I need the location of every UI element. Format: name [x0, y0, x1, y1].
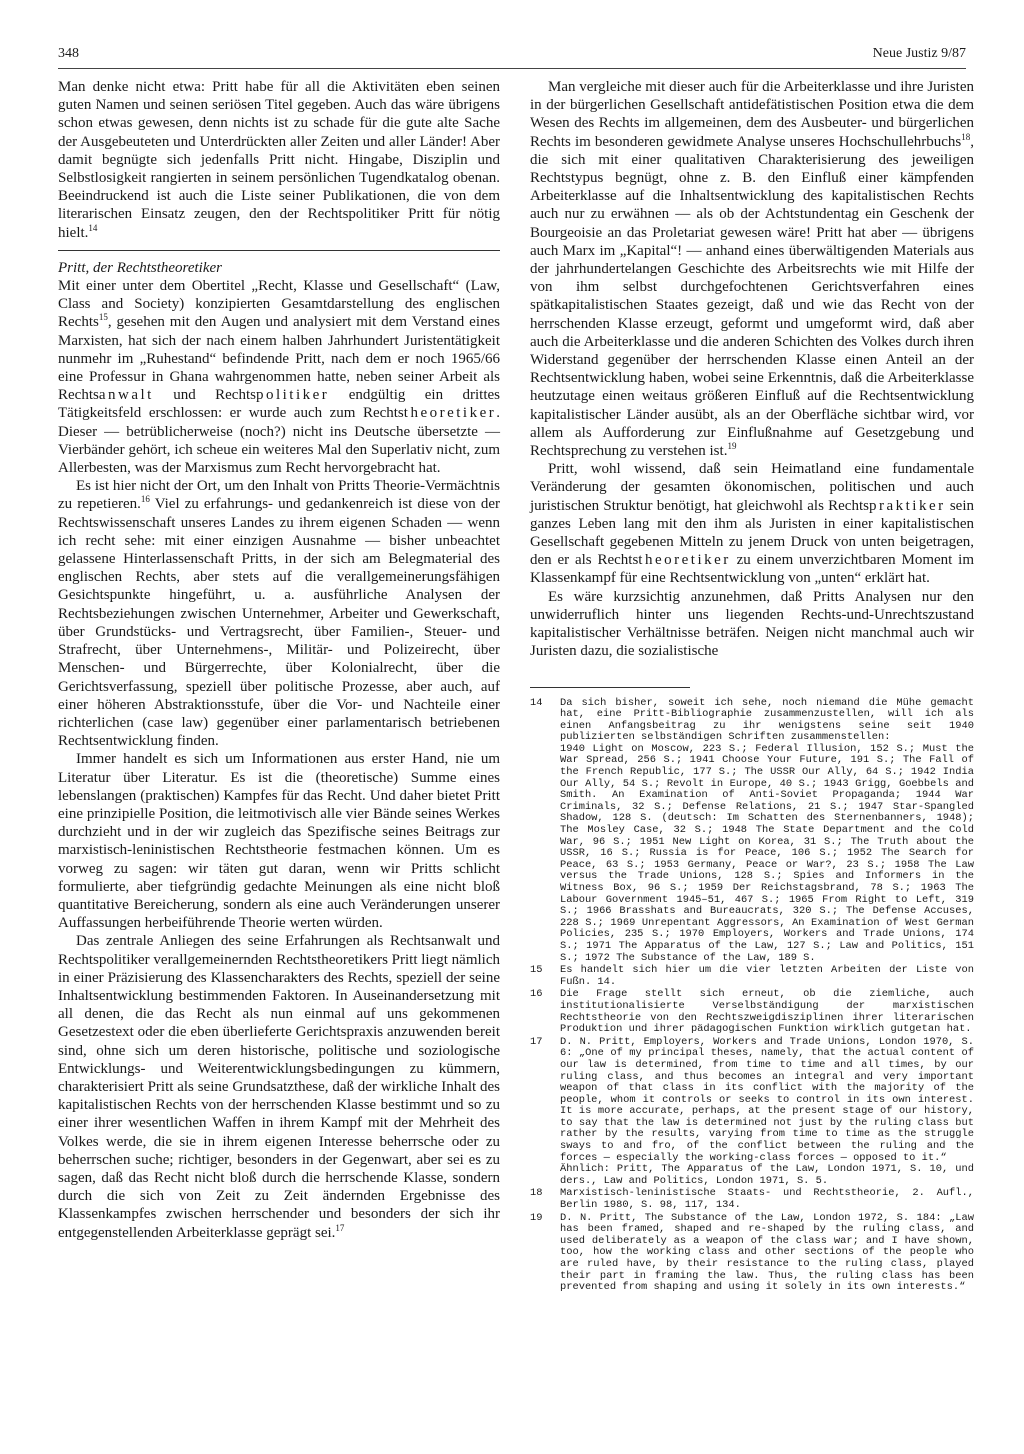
footnote-number: 17	[530, 1035, 543, 1048]
header-rule	[58, 68, 966, 69]
footnote-text: D. N. Pritt, The Substance of the Law, London 1972, S. 184: „Law has been framed, shaped and re-shaped by the ruling class, and used deliberately as a weapon of the class war; and I have shown, too, how the working class and other sections of the people who are ruled have, by their resistance to the ruling class, played their part in framing the law. Thus, the ruling class has been prevented from shaping and using it solely in its own interests.“	[560, 1211, 974, 1294]
spaced-emphasis: politiker	[255, 387, 330, 404]
spaced-emphasis: theoretiker	[403, 405, 497, 422]
footnote-ref[interactable]: 14	[88, 222, 98, 233]
footnote	[530, 989, 974, 1035]
footnote	[530, 1188, 974, 1211]
footnote-ref[interactable]: 17	[335, 1222, 345, 1233]
footnote-number: 18	[530, 1187, 543, 1200]
spaced-emphasis: anwalt	[98, 387, 154, 404]
left-column	[58, 78, 500, 1242]
footnote-rule	[530, 687, 690, 688]
paragraph: Man denke nicht etwa: Pritt habe für all die Aktivitäten eben seinen guten Namen und seinen seriösen Titel gegeben. Auch das wäre übrigens schon etwas gewesen, denn nichts ist zu schade für die gute alte Sache der Ausgebeuteten und Unterdrückten aller Zeiten und aller Länder! Aber damit begnügte sich jedenfalls Pritt nicht. Hingabe, Disziplin und Selbstlosigkeit rangierten in seinem persönlichen Tugendkatalog obenan. Beeindruckend ist auch die Liste seiner Publikationen, die von dem literarischen Einsatz zeugen, den der Rechtspolitiker Pritt für nötig hielt.$^{14}$	[58, 79, 500, 241]
footnote-number: 16	[530, 988, 543, 1001]
paragraph: Man vergleiche mit dieser auch für die Arbeiterklasse und ihre Juristen in der bürgerlichen Gesellschaft antidefätistischen Position etwa die dem Wesen des Rechts im allgemeinen, dem des Ausbeuter- und bürgerlichen Rechts im besonderen gewidmete Analyse unseres Hochschullehrbuchs$^{18}$, die sich mit einer qualitativen Charakterisierung des jeweiligen Rechtstypus begnügt, ohne z. B. den Einfluß einer kämpfenden Arbeiterklasse auf die Inhaltsentwicklung des kapitalistischen Rechts auch nur zu erwähnen — als ob der Achtstundentag ein Geschenk der Bourgeoisie an das Proletariat gewesen wäre! Pritt hat aber — übrigens auch Marx im „Kapital“! — anhand eines überwältigenden Materials aus der jahrhundertelangen Geschichte des Arbeitsrechts wie mit Hilfe der von ihm selbst durchgefochtenen Gerichtsverfahren eines spätkapitalistischen Staates gezeigt, daß und wie das Recht von der herrschenden Klasse erzeugt, geformt und umgeformt wird, daß aber auch die Arbeiterklasse und die anderen Schichten des Volkes durch ihren Widerstand gegenüber der herrschenden Klasse einen Anteil an der Rechtsentwicklung haben, wobei seine Erkenntnis, daß die Arbeiterklasse heutzutage einen weitaus größeren Einfluß auf die Rechtsentwicklung kapitalistischer Länder ausübt, als an der Oberfläche sichtbar wird, vor allem als Aufforderung zur Einflußnahme auf Gesetzgebung und Rechtsprechung zu verstehen ist.$^{19}$	[530, 79, 974, 460]
footnote-text: Es handelt sich hier um die vier letzten Arbeiten der Liste von Fußn. 14.	[560, 964, 974, 988]
paragraph: Pritt, wohl wissend, daß sein Heimatland eine fundamentale Veränderung der gesamten ökonomischen, politischen und auch juristischen Struktur benötigt, hat gleichwohl als Rechtspraktiker sein ganzes Leben lang mit den ihm als Juristen in einer kapitalistischen Gesellschaft gegebenen Mitteln zu jenem Druck von unten beigetragen, den er als Rechtstheoretiker zu einem unverzichtbaren Moment im Klassenkampf für eine Rechtsentwicklung von „unten“ erklärt hat.	[530, 461, 974, 587]
footnote-number: 14	[530, 696, 543, 709]
paragraph: Mit einer unter dem Obertitel „Recht, Klasse und Gesellschaft“ (Law, Class and Society) konzipierten Gesamtdarstellung des englischen Rechts$^{15}$, gesehen mit den Augen und analysiert mit dem Verstand eines Marxisten, hat sich der nach einem halben Jahrhundert Juristentätigkeit nunmehr im „Ruhestand“ befindende Pritt, nach dem er noch 1965/66 eine Professur in Ghana wahrgenommen hatte, neben seiner Arbeit als Rechtsanwalt und Rechtspolitiker endgültig ein drittes Tätigkeitsfeld erschlossen: er wurde auch zum Rechtstheoretiker. Dieser — betrüblicherweise (noch?) nicht ins Deutsche übersetzte — Vierbänder gehört, ich scheue ein weiteres Mal den Superlativ nicht, zum Allerbesten, was der Marxismus zum Recht hervorgebracht hat.	[58, 278, 501, 477]
footnote-number: 15	[530, 964, 543, 977]
footnote-ref[interactable]: 15	[98, 312, 108, 323]
section-rule	[58, 250, 500, 251]
footnote-ref[interactable]: 18	[961, 131, 971, 142]
spaced-emphasis: theoretiker	[638, 552, 731, 569]
footnote-ref[interactable]: 16	[140, 494, 150, 505]
footnote	[530, 1213, 974, 1294]
footnote-text: Die Frage stellt sich erneut, ob die ziemliche, auch institutionalisierte Verselbständigung der marxistischen Rechtstheorie von den Rechtszweigdisziplinen ihrer literarischen Produktion und ihrer pädagogischen Funktion wirklich gutgetan hat.	[560, 988, 974, 1036]
footnote	[530, 1037, 974, 1188]
footnote-number: 19	[530, 1211, 543, 1224]
section-title: Pritt, der Rechtstheoretiker	[58, 259, 222, 276]
paragraph: Es ist hier nicht der Ort, um den Inhalt von Pritts Theorie-Vermächtnis zu repetieren.$^{16}$ Viel zu erfahrungs- und gedankenreich ist diese von der Rechtswissenschaft unseres Landes zu ihrem eigenen Schaden — wenn ich recht sehe: mit einer einzigen Ausnahme — bisher unbeachtet gelassene Hinterlassenschaft Pritts, in der sich am Belegmaterial des englischen Rechts, aber stets auf die verallgemeinerungsfähigen Gesichtspunkte hingeführt, u. a. ausführliche Analysen der Rechtsbeziehungen zwischen Unternehmer, Arbeiter und Gewerkschaft, über Grundstücks- und Vertragsrecht, über Familien-, Steuer- und Strafrecht, über Unternehmens-, Militär- und Polizeirecht, über Menschen- und Bürgerrechte, über Kolonialrecht, über die Gerichtsverfassung, speziell über politische Prozesse, aber auch, auf einer höheren Abstraktionsstufe, über die Vor- und Nachteile einer richterlichen (case law) gegenüber einer parlamentarisch betriebenen Rechtsentwicklung finden.	[58, 478, 500, 750]
footnote-text: Da sich bisher, soweit ich sehe, noch niemand die Mühe gemacht hat, eine Pritt-Bibliographie zusammenzustellen, will ich als einen Anfangsbeitrag zu ihr wenigstens seine seit 1940 publizierten selbständigen Schriften zusammenstellen: 1940 Light on Moscow, 223 S.; Federal Illusion, 152 S.; Must the War Spread, 256 S.; 1941 Choose Your Future, 191 S.; The Fall of the French Republic, 177 S.; The USSR Our Ally, 64 S.; 1942 India Our Ally, 54 S.; Revolt in Europe, 40 S.; 1943 Grigg, Goebbels and Smith. An Examination of Anti-Soviet Propaganda; 1944 War Criminals, 32 S.; Defense Relations, 21 S.; 1947 Star-Spangled Shadow, 128 S. (deutsch: Im Schatten des Sternenbanners, 1948); The Mosley Case, 32 S.; 1948 The State Department and the Cold War, 96 S.; 1951 New Light on Korea, 31 S.; The Truth about the USSR, 16 S.; Russia is for Peace, 106 S.; 1952 The Search for Peace, 63 S.; 1953 Germany, Peace or War?, 23 S.; 1958 The Law versus the Trade Unions, 128 S.; Spies and Informers in the Witness Box, 96 S.; 1959 Der Reichstagsbrand, 78 S.; 1963 The Labour Government 1945–51, 467 S.; 1965 From Right to Left, 319 S.; 1966 Brasshats and Bureaucrats, 320 S.; The Defense Accuses, 228 S.; 1969 Unrepentant Aggressors, An Examination of West German Policies, 235 S.; 1970 Employers, Workers and Trade Unions, 174 S.; 1971 The Apparatus of the Law, 127 S.; Law and Politics, 151 S.; 1972 The Substance of the Law, 189 S.	[560, 696, 974, 964]
footnote	[530, 698, 974, 965]
page-number: 348	[58, 46, 79, 61]
footnote	[530, 965, 974, 988]
spaced-emphasis: praktiker	[868, 497, 946, 514]
footnote-text: D. N. Pritt, Employers, Workers and Trade Unions, London 1970, S. 6: „One of my principal theses, namely, that the actual content of our law is determined, from time to time and all times, by our ruling class, and thus becomes an integral and very important weapon of that class in its conflict with the majority of the people, whom it controls or seeks to control in its own interest. It is more accurate, perhaps, at the present stage of our history, to say that the law is determined not just by the ruling class but rather by the results, varying from time to time as the struggle sways to and fro, of the conflict between the ruling and the forces — especially the working-class forces — opposed to it.“ Ähnlich: Pritt, The Apparatus of the Law, London 1971, S. 10, und ders., Law and Politics, London 1971, S. 5.	[560, 1035, 974, 1187]
footnote-ref[interactable]: 19	[727, 441, 737, 452]
right-column	[530, 78, 974, 1295]
paragraph: Es wäre kurzsichtig anzunehmen, daß Pritts Analysen nur den unwiderruflich hinter uns liegenden Rechts-und-Unrechtszustand kapitalistischer Verhältnisse beträfen. Neigen nicht manchmal auch wir Juristen dazu, die sozialistische	[530, 588, 974, 660]
footnote-text: Marxistisch-leninistische Staats- und Rechtstheorie, 2. Aufl., Berlin 1980, S. 98, 117, 134.	[560, 1187, 974, 1212]
journal-issue: Neue Justiz 9/87	[872, 46, 966, 61]
paragraph: Das zentrale Anliegen des seine Erfahrungen als Rechtsanwalt und Rechtspolitiker verallgemeinernden Rechtstheoretikers Pritt liegt nämlich in einer Präzisierung des Klassencharakters des Rechts, speziell der seine Inhaltsentwicklung bestimmenden Faktoren. In Auseinandersetzung mit all denen, die das Recht als nun einmal auf uns gekommenen Gesetzestext oder die eben überlieferte Gerichtspraxis anzuwenden bereit sind, ohne sich um deren historische, politische und soziologische Entwicklungs- und Weiterentwicklungsbedingungen zu kümmern, charakterisiert Pritt als seine Grundsatzthese, daß der wirkliche Inhalt des kapitalistischen Rechts von der herrschenden Klasse bestimmt und so zu einer ihrer wesentlichen Waffen in ihrem Kampf mit der Mehrheit des Volkes werde, die sie in ihrem eigenen Interesse beherrsche oder zu beherrschen suche; richtiger, besonders in der Gegenwart, aber sei es zu sagen, daß das Recht nicht bloß durch die herrschende Klasse, sondern durch die sich von Zeit zu Zeit ändernden Ergebnisse des Klassenkampfes zwischen herrschender und besonders der sich ihr entgegenstellenden Arbeiterklasse geprägt sei.$^{17}$	[58, 933, 500, 1241]
footnotes	[530, 698, 974, 1294]
paragraph: Immer handelt es sich um Informationen aus erster Hand, nie um Literatur über Literatur. Es ist die (theoretische) Summe eines lebenslangen (praktischen) Kampfes für das Recht. Und daher bietet Pritt eine prinzipielle Position, die leitmotivisch alle vier Bände seines Werkes durchzieht und in der wir zugleich das Spezifische seines Beitrags zur marxistisch-leninistischen Rechtstheorie festmachen können. Um es vorweg zu sagen: wir täten gut daran, wenn wir Pritts schlicht formulierte, aber tiefgründig gedachte Meinungen als eine nicht bloß quantitative Bereicherung, sondern als eine auch Veränderungen unserer Auffassungen herbeiführende Theorie werten würden.	[58, 751, 500, 932]
